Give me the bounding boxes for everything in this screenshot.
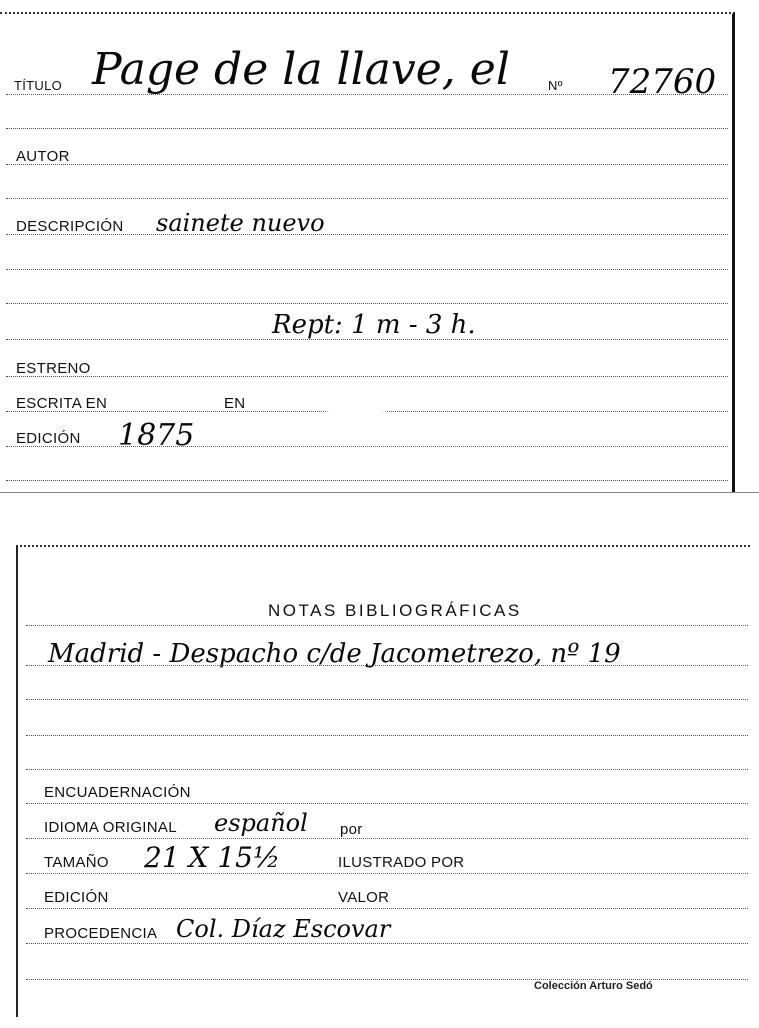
rule-b4 (26, 735, 748, 736)
edicion-value: 1875 (118, 418, 195, 453)
idioma-value: español (214, 809, 308, 837)
rule-1 (6, 128, 728, 129)
rule-b5 (26, 769, 748, 770)
en-label: EN (224, 395, 246, 412)
rule-b2 (26, 665, 748, 666)
rule-edicion-back (26, 908, 748, 909)
descripcion-value: sainete nuevo (156, 209, 325, 237)
procedencia-value: Col. Díaz Escovar (176, 915, 391, 943)
tamano-label: TAMAÑO (44, 854, 109, 871)
estreno-label: ESTRENO (16, 360, 91, 377)
notas-value: Madrid - Despacho c/de Jacometrezo, nº 19 (48, 639, 621, 669)
rule-2 (6, 198, 728, 199)
rule-tamano (26, 873, 748, 874)
idioma-label: IDIOMA ORIGINAL (44, 819, 177, 836)
rule-encuadernacion (26, 803, 748, 804)
numero-label: Nº (548, 78, 563, 93)
catalog-card-front (0, 12, 735, 492)
rule-autor (6, 164, 728, 165)
autor-label: AUTOR (16, 148, 70, 165)
descripcion-label: DESCRIPCIÓN (16, 218, 124, 235)
rule-procedencia (26, 943, 748, 944)
rule-estreno (6, 376, 728, 377)
encuadernacion-label: ENCUADERNACIÓN (44, 784, 191, 801)
ilustrado-label: ILUSTRADO POR (338, 854, 465, 871)
numero-value: 72760 (608, 62, 717, 102)
titulo-value: Page de la llave, el (92, 44, 510, 95)
edicion-label-back: EDICIÓN (44, 889, 109, 906)
tamano-value: 21 X 15½ (144, 841, 281, 874)
rule-3 (6, 269, 728, 270)
catalog-card-back (16, 545, 750, 1017)
valor-label: VALOR (338, 889, 390, 906)
reparto-value: Rept: 1 m - 3 h. (272, 310, 476, 340)
collection-credit: Colección Arturo Sedó (534, 980, 653, 992)
rule-edicion (6, 446, 728, 447)
stain-blob (326, 386, 386, 436)
rule-idioma (26, 838, 748, 839)
titulo-label: TÍTULO (14, 78, 63, 93)
rule-4 (6, 303, 728, 304)
notas-heading: NOTAS BIBLIOGRÁFICAS (268, 601, 522, 620)
por-label: por (340, 821, 363, 838)
rule-b3 (26, 699, 748, 700)
rule-b1 (26, 625, 748, 626)
edicion-label: EDICIÓN (16, 430, 81, 447)
rule-5 (6, 480, 728, 481)
card-separator (0, 492, 759, 493)
procedencia-label: PROCEDENCIA (44, 925, 158, 942)
escrita-en-label: ESCRITA EN (16, 395, 108, 412)
